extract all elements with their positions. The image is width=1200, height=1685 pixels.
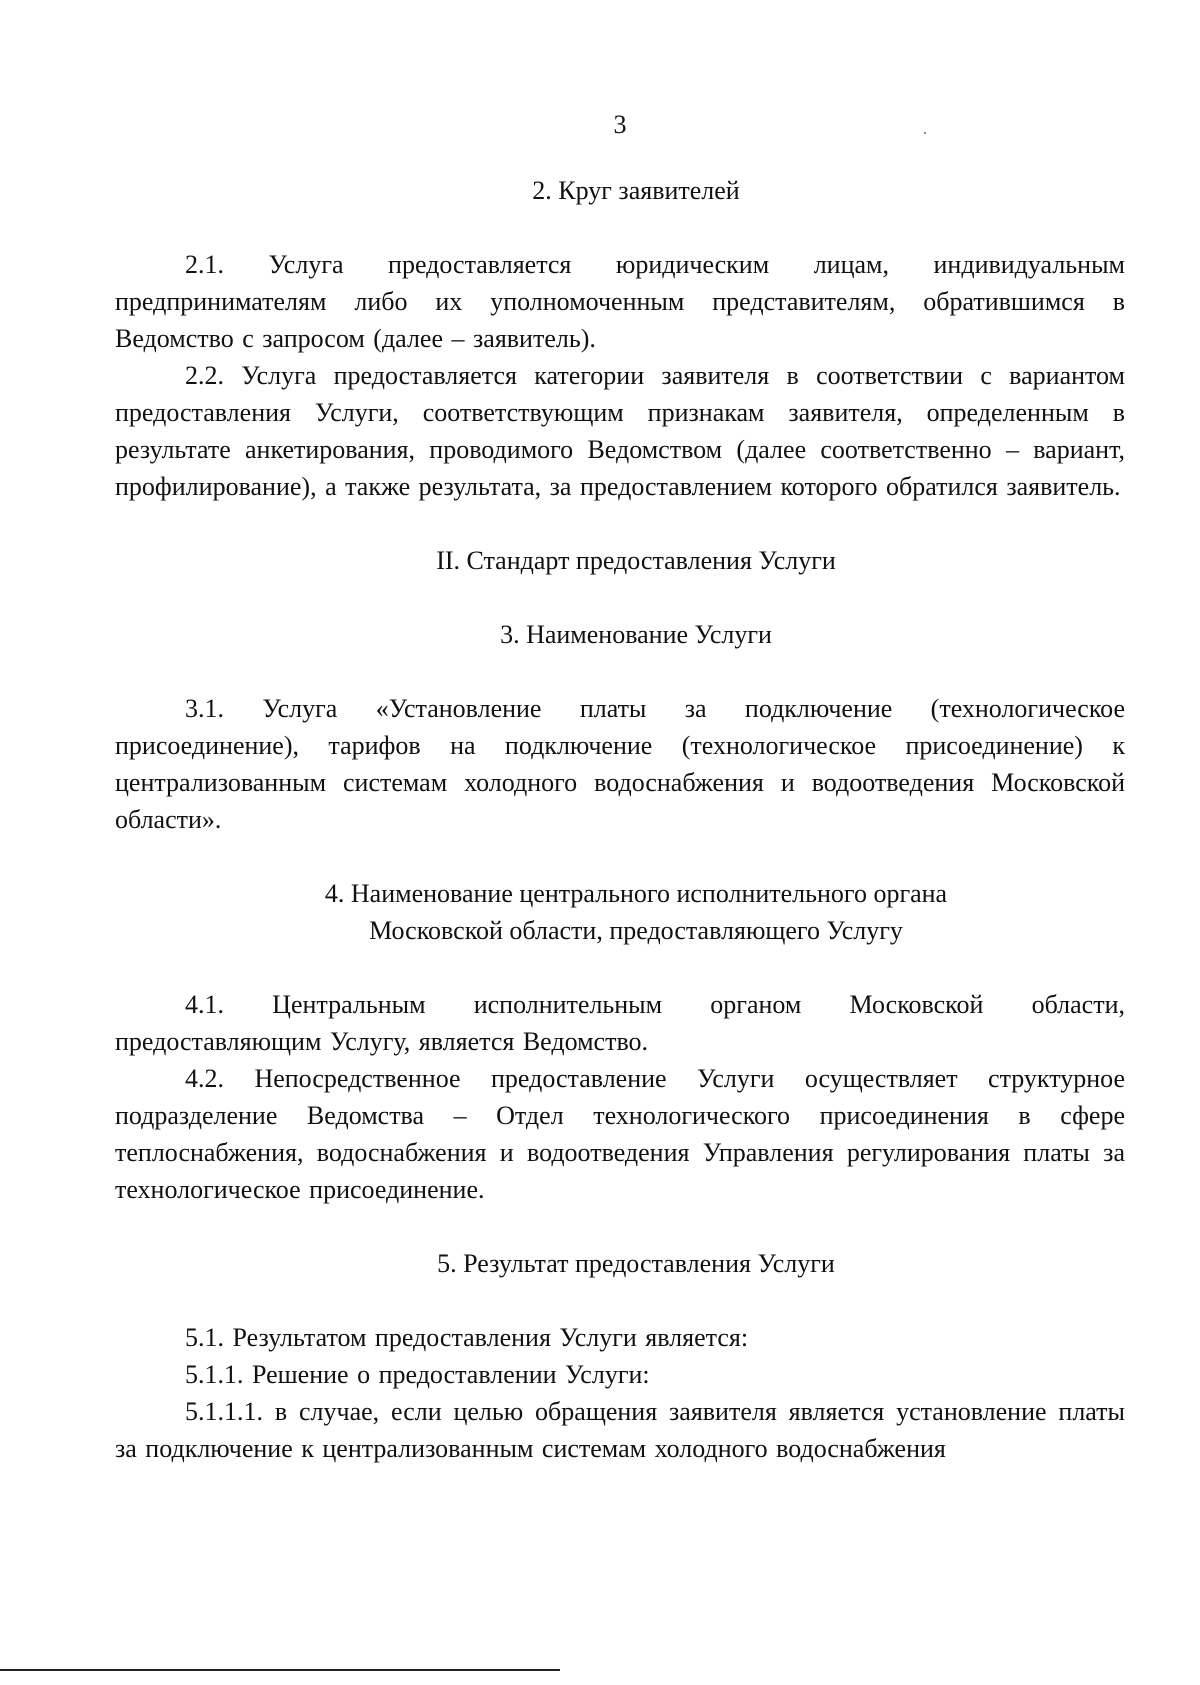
paragraph: 4.2. Непосредственное предоставление Услуги осуществляет структурное подразделение Ведомства – Отдел технологического присоединения в сфере теплоснабжения, водоснабжения и водоотведения Управления регулирования платы за технологическое присоединение.	[115, 1064, 1125, 1204]
paragraph: 2.2. Услуга предоставляется категории заявителя в соответствии с вариантом предоставления Услуги, соответствующим признакам заявителя, определенным в результате анкетирования, проводимого Ведомством (далее соответственно – вариант, профилирование), а также результата, за предоставлением которого обратился заявитель.	[115, 361, 1125, 501]
scan-speck	[924, 132, 926, 134]
paragraph: 5.1.1. Решение о предоставлении Услуги:	[185, 1360, 650, 1389]
section-heading: II. Стандарт предоставления Услуги	[436, 546, 836, 575]
section-result	[115, 1245, 1125, 1467]
page-number: 3	[613, 110, 627, 139]
section-heading: 5. Результат предоставления Услуги	[437, 1249, 835, 1278]
section-standard	[115, 542, 1125, 579]
section-authority	[115, 875, 1125, 1208]
paragraph: 5.1. Результатом предоставления Услуги является:	[185, 1323, 749, 1352]
paragraph: 2.1. Услуга предоставляется юридическим лицам, индивидуальным предпринимателям либо их уполномоченным представителям, обратившимся в Ведомство с запросом (далее – заявитель).	[115, 250, 1125, 353]
section-applicants	[115, 172, 1125, 505]
paragraph: 5.1.1.1. в случае, если целью обращения заявителя является установление платы за подключение к централизованным системам холодного водоснабжения	[115, 1397, 1125, 1463]
section-service-name	[115, 616, 1125, 838]
paragraph: 3.1. Услуга «Установление платы за подключение (технологическое присоединение), тарифов на подключение (технологическое присоединение) к централизованным системам холодного водоснабжения и водоотведения Московской области».	[115, 694, 1125, 834]
section-heading: 4. Наименование центрального исполнительного органа	[324, 879, 948, 908]
scan-edge-line	[0, 1669, 560, 1671]
document-body	[115, 172, 1125, 1467]
section-heading: 3. Наименование Услуги	[500, 620, 772, 649]
section-heading: 2. Круг заявителей	[532, 176, 740, 205]
paragraph: 4.1. Центральным исполнительным органом Московской области, предоставляющим Услугу, является Ведомство.	[115, 990, 1125, 1056]
section-heading-line2: Московской области, предоставляющего Услугу	[369, 916, 903, 945]
